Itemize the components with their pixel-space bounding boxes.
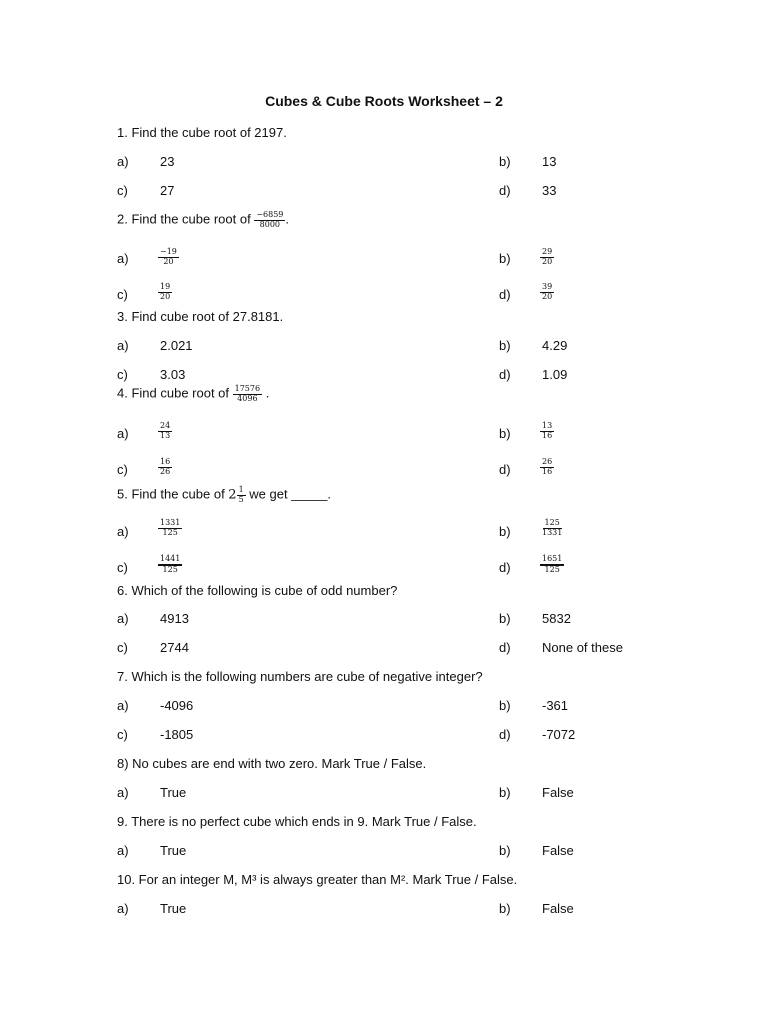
q4-option-d	[540, 458, 554, 477]
q6-option-a: 4913	[160, 611, 189, 626]
q10-option-b: False	[542, 901, 574, 916]
q7-option-c: -1805	[160, 727, 194, 742]
q2-option-a	[158, 248, 179, 267]
option-label-b: b)	[499, 901, 511, 916]
option-label-c: c)	[117, 367, 128, 382]
q9-option-a: True	[160, 843, 187, 858]
q6-option-b: 5832	[542, 611, 571, 626]
q1-option-b: 13	[542, 154, 557, 169]
fraction-denominator: 16	[542, 430, 553, 440]
question-1: 1. Find the cube root of 2197.	[117, 125, 287, 140]
option-label-a: a)	[117, 426, 129, 441]
question-6: 6. Which of the following is cube of odd number?	[117, 583, 398, 598]
q7-option-b: -361	[542, 698, 569, 713]
fraction-numerator: 1441	[158, 555, 182, 566]
option-label-a: a)	[117, 251, 129, 266]
q2-option-c	[158, 283, 172, 302]
fraction-numerator: 13	[542, 421, 553, 430]
fraction-numerator: 17576	[234, 384, 261, 393]
option-label-b: b)	[499, 338, 511, 353]
fraction-numerator: −6859	[256, 210, 284, 219]
fraction-denominator: 13	[160, 430, 171, 440]
option-label-b: b)	[499, 698, 511, 713]
q8-option-a: True	[160, 785, 187, 800]
q3-option-b: 4.29	[542, 338, 568, 353]
fraction-denominator: 125	[544, 564, 560, 574]
q4-option-c	[158, 458, 172, 477]
option-label-c: c)	[117, 287, 128, 302]
option-label-d: d)	[499, 640, 511, 655]
option-label-d: d)	[499, 183, 511, 198]
q1-option-d: 33	[542, 183, 557, 198]
fraction-numerator: −19	[160, 247, 177, 256]
option-label-b: b)	[499, 426, 511, 441]
fraction-denominator: 1331	[542, 527, 563, 537]
fraction-numerator: 16	[160, 457, 171, 466]
q2-option-b	[540, 248, 554, 267]
option-label-c: c)	[117, 727, 128, 742]
question-9: 9. There is no perfect cube which ends in 9. Mark True / False.	[117, 814, 477, 829]
q2-option-d	[540, 283, 554, 302]
question-7: 7. Which is the following numbers are cube of negative integer?	[117, 669, 483, 684]
option-label-a: a)	[117, 338, 129, 353]
fraction-numerator: 26	[542, 457, 553, 466]
fraction-numerator: 1	[238, 485, 244, 494]
option-label-b: b)	[499, 785, 511, 800]
option-label-c: c)	[117, 560, 128, 575]
worksheet-title: Cubes & Cube Roots Worksheet – 2	[265, 93, 503, 109]
q5-option-a	[158, 519, 182, 538]
q1-option-a: 23	[160, 154, 175, 169]
option-label-d: d)	[499, 287, 511, 302]
question-4-suffix: .	[262, 385, 270, 401]
q4-option-b	[540, 422, 554, 441]
fraction-denominator: 16	[542, 466, 553, 476]
option-label-b: b)	[499, 524, 511, 539]
question-3: 3. Find cube root of 27.8181.	[117, 309, 284, 324]
option-label-a: a)	[117, 901, 129, 916]
fraction-denominator: 4096	[237, 393, 258, 403]
question-2-suffix: .	[285, 211, 289, 227]
q5-option-c	[158, 555, 182, 575]
mixed-number-whole: 2	[228, 487, 237, 503]
q9-option-b: False	[542, 843, 574, 858]
fraction-denominator: 125	[162, 527, 178, 537]
option-label-c: c)	[117, 640, 128, 655]
option-label-b: b)	[499, 611, 511, 626]
question-4	[117, 385, 269, 404]
question-2-fraction	[254, 211, 285, 230]
option-label-b: b)	[499, 251, 511, 266]
option-label-a: a)	[117, 611, 129, 626]
q4-option-a	[158, 422, 172, 441]
question-4-text: 4. Find cube root of	[117, 385, 233, 401]
option-label-d: d)	[499, 462, 511, 477]
question-5-fraction	[237, 486, 246, 505]
q6-option-d: None of these	[542, 640, 623, 655]
option-label-a: a)	[117, 698, 129, 713]
fraction-denominator: 20	[542, 291, 553, 301]
fraction-numerator: 125	[544, 518, 560, 527]
fraction-denominator: 20	[160, 291, 171, 301]
question-8: 8) No cubes are end with two zero. Mark True / False.	[117, 756, 427, 771]
fraction-denominator: 20	[163, 256, 174, 266]
question-10: 10. For an integer M, M³ is always greater than M². Mark True / False.	[117, 872, 518, 887]
option-label-a: a)	[117, 524, 129, 539]
q5-option-d	[540, 555, 564, 575]
option-label-d: d)	[499, 367, 511, 382]
q7-option-d: -7072	[542, 727, 576, 742]
q3-option-d: 1.09	[542, 367, 568, 382]
option-label-c: c)	[117, 462, 128, 477]
question-2-text: 2. Find the cube root of	[117, 211, 255, 227]
fraction-numerator: 29	[542, 247, 553, 256]
fraction-denominator: 26	[160, 466, 171, 476]
fraction-denominator: 8000	[259, 219, 281, 229]
fraction-numerator: 39	[542, 282, 553, 291]
question-4-fraction	[233, 385, 262, 404]
q5-option-b	[540, 519, 564, 538]
option-label-a: a)	[117, 785, 129, 800]
option-label-b: b)	[499, 843, 511, 858]
fraction-numerator: 1651	[540, 555, 564, 566]
q8-option-b: False	[542, 785, 574, 800]
fraction-denominator: 20	[542, 256, 553, 266]
fraction-numerator: 1331	[160, 518, 181, 527]
fraction-denominator: 125	[162, 564, 178, 574]
option-label-a: a)	[117, 154, 129, 169]
q3-option-a: 2.021	[160, 338, 193, 353]
question-5-suffix: we get _____.	[245, 486, 331, 502]
option-label-a: a)	[117, 843, 129, 858]
option-label-c: c)	[117, 183, 128, 198]
q3-option-c: 3.03	[160, 367, 186, 382]
q7-option-a: -4096	[160, 698, 194, 713]
question-5	[117, 486, 331, 505]
option-label-b: b)	[499, 154, 511, 169]
q1-option-c: 27	[160, 183, 175, 198]
q6-option-c: 2744	[160, 640, 189, 655]
fraction-denominator: 5	[238, 494, 244, 504]
fraction-numerator: 19	[160, 282, 171, 291]
option-label-d: d)	[499, 727, 511, 742]
fraction-numerator: 24	[160, 421, 171, 430]
option-label-d: d)	[499, 560, 511, 575]
question-5-text: 5. Find the cube of	[117, 486, 229, 502]
q10-option-a: True	[160, 901, 187, 916]
question-2	[117, 211, 289, 230]
